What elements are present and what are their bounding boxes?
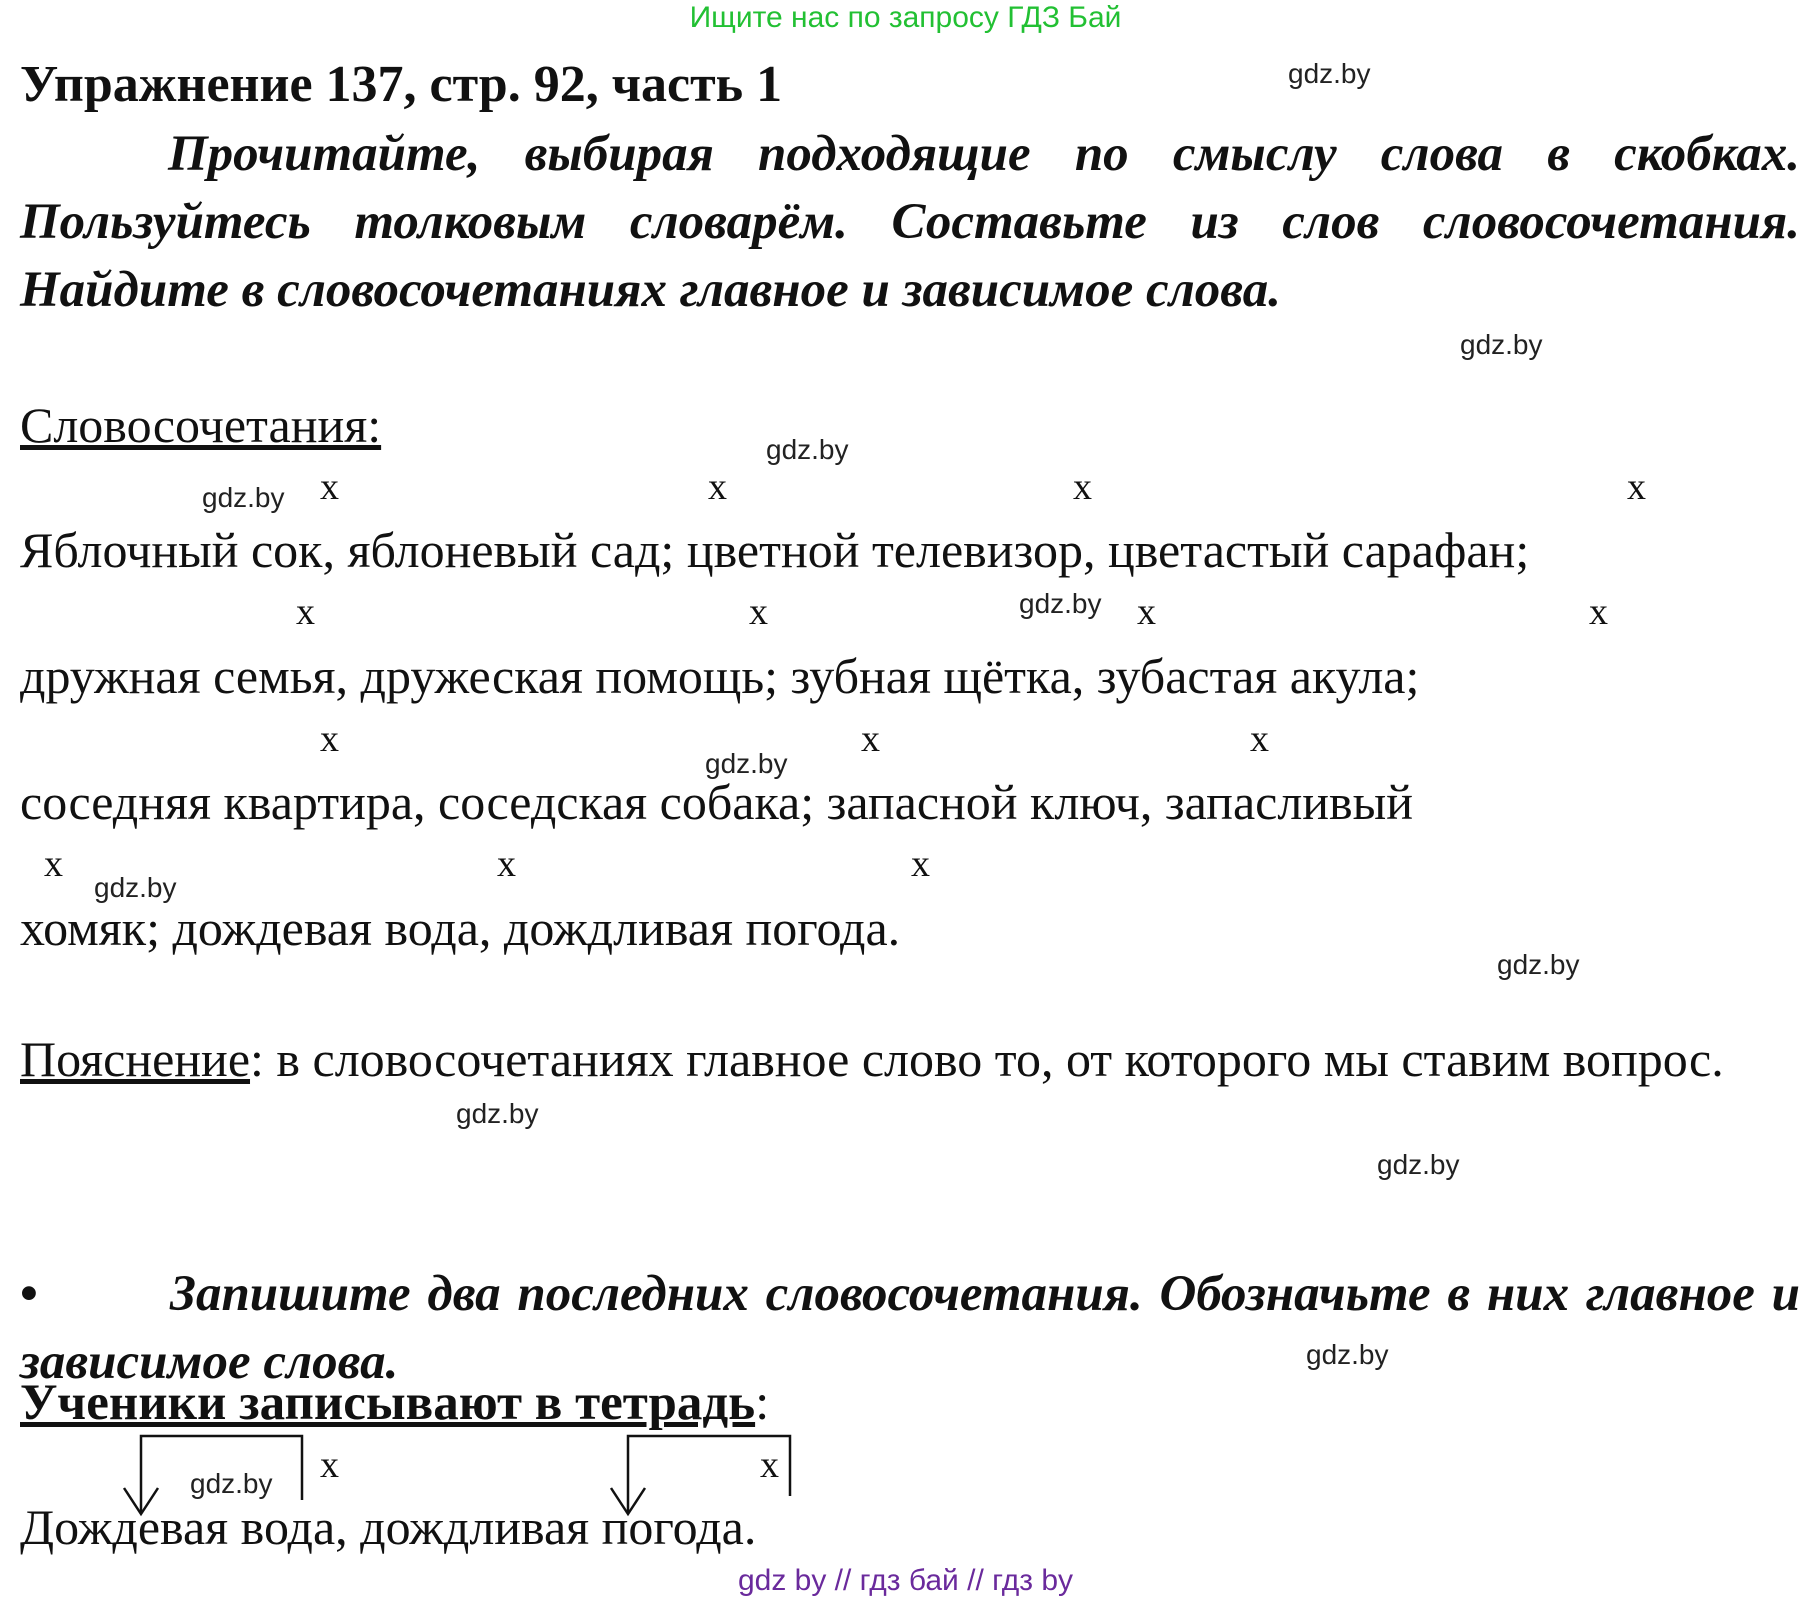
- exercise-title: Упражнение 137, стр. 92, часть 1: [20, 56, 783, 113]
- watermark: gdz.by: [705, 748, 788, 779]
- x-mark: x: [320, 1444, 339, 1486]
- watermark: gdz.by: [190, 1468, 273, 1499]
- watermark: gdz.by: [1460, 329, 1543, 360]
- phrases-heading: Словосочетания:: [20, 397, 382, 453]
- watermark: gdz.by: [1019, 588, 1102, 619]
- x-mark: x: [1137, 591, 1156, 633]
- watermark: gdz.by: [1377, 1149, 1460, 1180]
- watermark: gdz.by: [1288, 58, 1371, 89]
- x-mark: x: [861, 718, 880, 760]
- x-mark: x: [1073, 466, 1092, 508]
- x-mark: x: [749, 591, 768, 633]
- footer-links: gdz by // гдз бай // гдз by: [737, 1564, 1074, 1597]
- watermark: gdz.by: [202, 482, 285, 513]
- phrase-line-1: Яблочный сок, яблоневый сад; цветной телевизор, цветастый сарафан;: [20, 522, 1530, 578]
- top-banner: Ищите нас по запросу ГДЗ Бай: [689, 1, 1122, 34]
- x-mark: x: [1589, 591, 1608, 633]
- watermark: gdz.by: [94, 872, 177, 903]
- x-mark: x: [1627, 466, 1646, 508]
- x-mark: x: [320, 718, 339, 760]
- watermark: gdz.by: [766, 434, 849, 465]
- x-mark: x: [497, 843, 516, 885]
- explanation-text: : в словосочетаниях главное слово то, от которого мы ставим вопрос.: [250, 1031, 1724, 1087]
- task-text-content: Прочитайте, выбирая подходящие по смыслу слова в скобках. Пользуйтесь толковым словарём. Составьте из слов словосочетания. Найдите в словосочетаниях главное и зависимое слова.: [20, 126, 1800, 318]
- students-label: Ученики записывают в тетрадь: [20, 1375, 756, 1431]
- bullet-symbol: •: [20, 1266, 38, 1322]
- watermark: gdz.by: [1306, 1339, 1389, 1370]
- watermark: gdz.by: [456, 1098, 539, 1129]
- x-mark: x: [296, 591, 315, 633]
- x-mark: x: [911, 843, 930, 885]
- students-answer: Дождевая вода, дождливая погода.: [20, 1499, 757, 1555]
- watermark: gdz.by: [1497, 949, 1580, 980]
- students-colon: :: [755, 1375, 770, 1431]
- phrase-line-4: хомяк; дождевая вода, дождливая погода.: [20, 900, 901, 956]
- x-mark: x: [760, 1444, 779, 1486]
- phrase-line-2: дружная семья, дружеская помощь; зубная щётка, зубастая акула;: [20, 648, 1420, 704]
- x-mark: x: [320, 466, 339, 508]
- phrase-line-3: соседняя квартира, соседская собака; запасной ключ, запасливый: [20, 774, 1413, 830]
- x-mark: x: [44, 843, 63, 885]
- x-mark: x: [708, 466, 727, 508]
- explanation-label: Пояснение: [20, 1031, 251, 1087]
- bullet-text: Запишите два последних словосочетания. Обозначьте в них главное и зависимое слова.: [20, 1266, 1800, 1390]
- x-mark: x: [1250, 718, 1269, 760]
